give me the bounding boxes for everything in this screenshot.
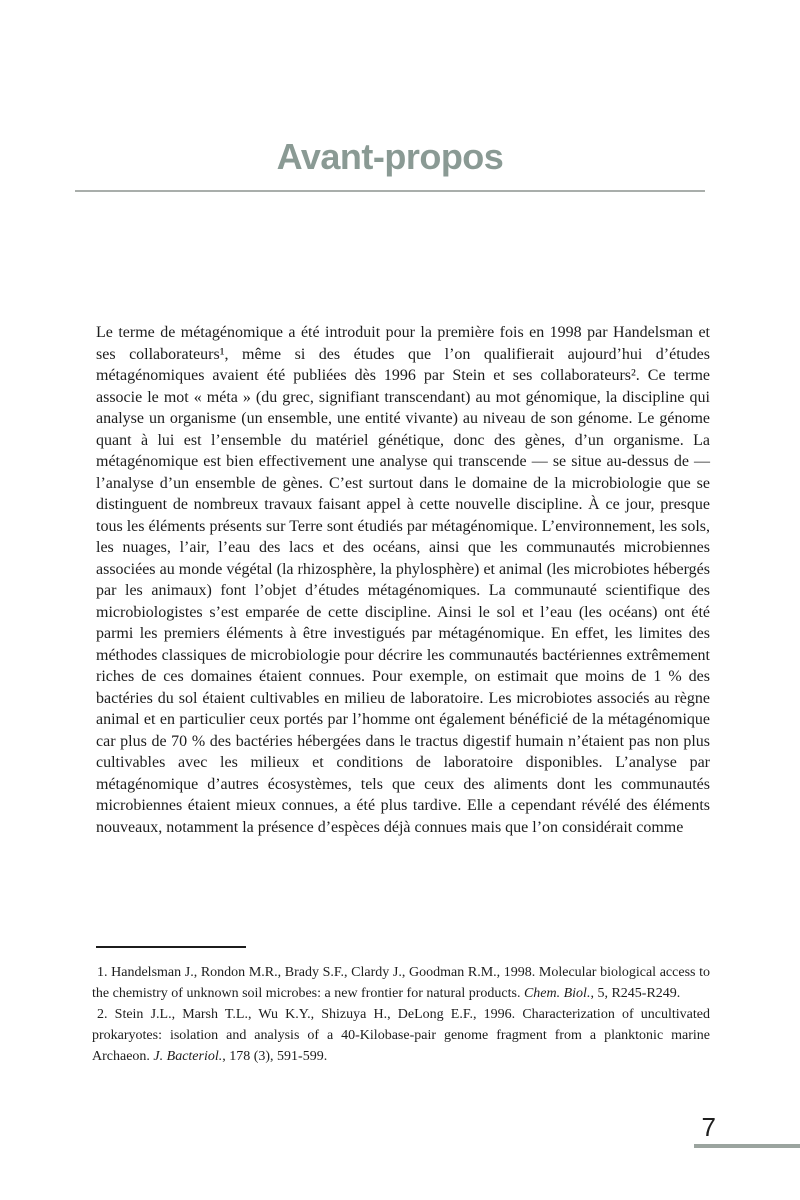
title-rule — [75, 190, 705, 192]
footnote-2 — [92, 1004, 710, 1067]
footnote-2-text: 2. Stein J.L., Marsh T.L., Wu K.Y., Shizuya H., DeLong E.F., 1996. Characterization of uncultivated prokaryotes: isolation and analysis of a 40-Kilobase-pair genome fragment from a planktonic marine Archaeon. — [92, 1007, 710, 1064]
footnote-separator-rule — [96, 946, 246, 948]
footnote-1-text: 1. Handelsman J., Rondon M.R., Brady S.F., Clardy J., Goodman R.M., 1998. Molecular biological access to the chemistry of unknown soil microbes: a new frontier for natural products. — [92, 965, 710, 1001]
footnote-2-reference: , 178 (3), 591-599. — [222, 1049, 328, 1064]
page-accent-bar — [694, 1144, 800, 1148]
footnote-1-reference: , 5, R245-R249. — [590, 986, 681, 1001]
body-paragraph: Le terme de métagénomique a été introduit pour la première fois en 1998 par Handelsman et ses collaborateurs¹, même si des études que l’on qualifierait aujourd’hui d’études métagénomiques avaient été publiées dès 1996 par Stein et ses collaborateurs². Ce terme associe le mot « méta » (du grec, signifiant transcendant) au mot génomique, la discipline qui analyse un organisme (un ensemble, une entité vivante) au niveau de son génome. Le génome quant à lui est l’ensemble du matériel génétique, donc des gènes, d’un organisme. La métagénomique est bien effectivement une analyse qui transcende — se situe au-dessus de — l’analyse d’un ensemble de gènes. C’est surtout dans le domaine de la microbiologie que se distinguent de nombreux travaux faisant appel à cette nouvelle discipline. À ce jour, presque tous les éléments présents sur Terre sont étudiés par métagénomique. L’environnement, les sols, les nuages, l’air, l’eau des lacs et des océans, ainsi que les communautés microbiennes associées au monde végétal (la rhizosphère, la phylosphère) et animal (les microbiotes hébergés par les animaux) font l’objet d’études métagénomiques. La communauté scientifique des microbiologistes s’est emparée de cette discipline. Ainsi le sol et l’eau (les océans) ont été parmi les premiers éléments à être investigués par métagénomique. En effet, les limites des méthodes classiques de microbiologie pour décrire les communautés bactériennes extrêmement riches de ces domaines étaient connues. Pour exemple, on estimait que moins de 1 % des bactéries du sol étaient cultivables en milieu de laboratoire. Les microbiotes associés au règne animal et en particulier ceux portés par l’homme ont également bénéficié de la métagénomique car plus de 70 % des bactéries hébergées dans le tractus digestif humain n’étaient pas non plus cultivables avec les milieux et conditions de laboratoire disponibles. L’analyse par métagénomique d’autres écosystèmes, tels que ceux des aliments dont les communautés microbiennes étaient mieux connues, a été plus tardive. Elle a cependant révélé des éléments nouveaux, notamment la présence d’espèces déjà connues mais que l’on considérait comme — [96, 324, 710, 836]
footnotes — [92, 962, 710, 1067]
footnote-2-journal: J. Bacteriol. — [153, 1049, 223, 1064]
footnote-1 — [92, 962, 710, 1004]
page-title: Avant-propos — [276, 136, 504, 177]
footnote-1-journal: Chem. Biol. — [523, 986, 591, 1001]
page-number: 7 — [701, 1112, 716, 1142]
